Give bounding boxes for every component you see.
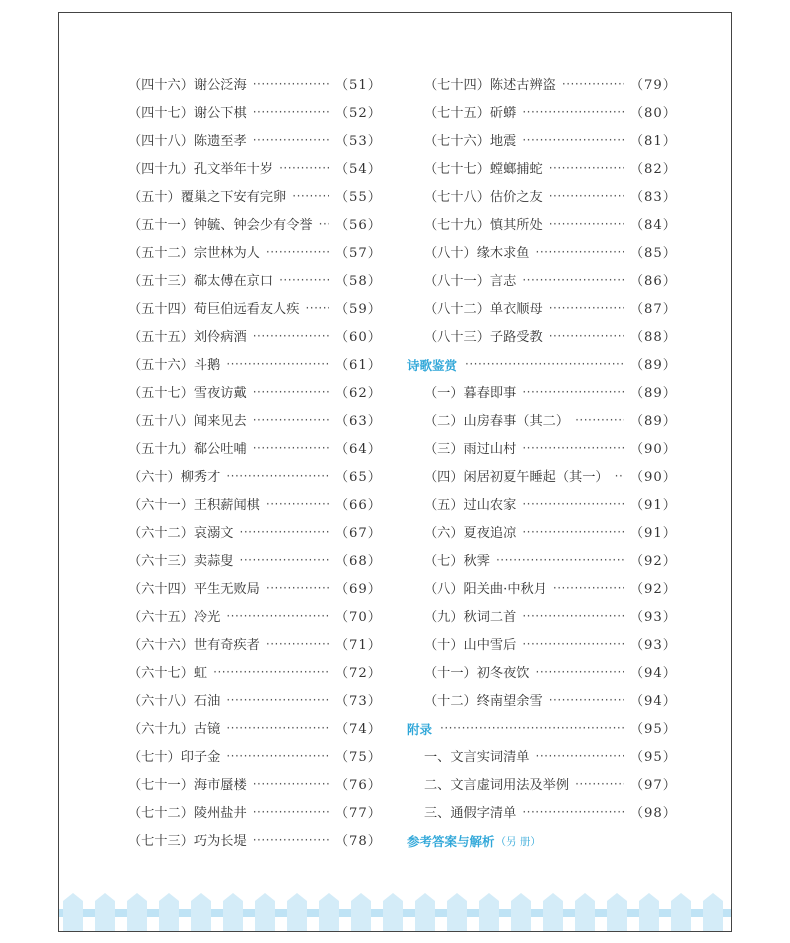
dot-leader	[549, 332, 624, 345]
toc-page-number: （56）	[334, 218, 382, 234]
dot-leader	[305, 304, 328, 317]
fence-picket	[447, 893, 467, 931]
toc-entry[interactable]	[407, 800, 677, 828]
toc-page-number: （89）	[629, 386, 677, 402]
dot-leader	[279, 164, 329, 177]
fence-picket	[223, 893, 243, 931]
toc-entry[interactable]	[128, 324, 382, 352]
toc-entry-title: 二、文言虚词用法及举例	[424, 778, 570, 794]
toc-entry-title: （二）山房春事（其二）	[424, 414, 570, 430]
toc-entry-title: （四十六）谢公泛海	[128, 78, 247, 94]
dot-leader	[536, 248, 624, 261]
toc-entry[interactable]	[128, 156, 382, 184]
toc-entry-title: （七十一）海市蜃楼	[128, 778, 247, 794]
toc-entry[interactable]	[407, 184, 677, 212]
toc-entry-title: （十一）初冬夜饮	[424, 666, 530, 682]
fence-picket	[415, 893, 435, 931]
toc-entry-title: （七）秋霁	[424, 554, 490, 570]
dot-leader	[253, 80, 329, 93]
toc-page-number: （86）	[629, 274, 677, 290]
toc-entry[interactable]	[407, 156, 677, 184]
dot-leader	[240, 556, 329, 569]
toc-entry[interactable]	[407, 72, 677, 100]
toc-right-column	[407, 72, 677, 856]
toc-page-number: （80）	[629, 106, 677, 122]
toc-page-number: （58）	[334, 274, 382, 290]
dot-leader	[562, 80, 624, 93]
dot-leader	[253, 332, 329, 345]
toc-entry-title: （七十七）螳螂捕蛇	[424, 162, 543, 178]
toc-entry-title: （九）秋词二首	[424, 610, 517, 626]
toc-page-number: （60）	[334, 330, 382, 346]
dot-leader	[522, 276, 624, 289]
dot-leader	[615, 472, 624, 485]
dot-leader	[253, 836, 329, 849]
toc-entry-title: （八十一）言志	[424, 274, 517, 290]
toc-page-number: （81）	[629, 134, 677, 150]
toc-entry[interactable]	[407, 436, 677, 464]
toc-entry-title: （五十九）郗公吐哺	[128, 442, 247, 458]
toc-page-number: （71）	[334, 638, 382, 654]
toc-entry-title: 三、通假字清单	[424, 806, 517, 822]
toc-page-number: （62）	[334, 386, 382, 402]
toc-entry-title: （五）过山农家	[424, 498, 517, 514]
dot-leader	[522, 136, 624, 149]
toc-entry[interactable]	[128, 800, 382, 828]
toc-page-number: （94）	[629, 666, 677, 682]
fence-picket	[255, 893, 275, 931]
toc-entry[interactable]	[128, 548, 382, 576]
fence-picket	[703, 893, 723, 931]
dot-leader	[253, 136, 329, 149]
answers-entry[interactable]	[407, 828, 677, 856]
dot-leader	[253, 388, 329, 401]
toc-entry[interactable]	[407, 492, 677, 520]
toc-entry-title: （五十一）钟毓、钟会少有令誉	[128, 218, 313, 234]
toc-entry-title: （十二）终南望余雪	[424, 694, 543, 710]
toc-entry-title: （六十二）哀溺文	[128, 526, 234, 542]
toc-entry[interactable]	[407, 744, 677, 772]
dot-leader	[266, 500, 329, 513]
toc-entry[interactable]	[407, 100, 677, 128]
toc-entry-title: （五十八）闻来见去	[128, 414, 247, 430]
dot-leader	[253, 108, 329, 121]
toc-page-number: （68）	[334, 554, 382, 570]
dot-leader	[226, 472, 329, 485]
answers-note: （另 册）	[495, 835, 541, 848]
toc-entry[interactable]	[128, 688, 382, 716]
dot-leader	[292, 192, 329, 205]
toc-page-number: （98）	[629, 806, 677, 822]
dot-leader	[536, 752, 624, 765]
toc-page-number: （90）	[629, 442, 677, 458]
dot-leader	[266, 640, 329, 653]
toc-entry[interactable]	[407, 128, 677, 156]
toc-entry[interactable]	[128, 212, 382, 240]
toc-page-number: （61）	[334, 358, 382, 374]
dot-leader	[226, 724, 329, 737]
toc-page-number: （90）	[629, 470, 677, 486]
dot-leader	[253, 416, 329, 429]
dot-leader	[226, 752, 329, 765]
toc-entry[interactable]	[128, 744, 382, 772]
toc-page-number: （92）	[629, 554, 677, 570]
toc-page-number: （66）	[334, 498, 382, 514]
fence-picket	[191, 893, 211, 931]
toc-page-number: （59）	[334, 302, 382, 318]
toc-entry[interactable]	[128, 72, 382, 100]
dot-leader	[549, 696, 624, 709]
toc-entry-title: （四）闲居初夏午睡起（其一）	[424, 470, 609, 486]
toc-page-number: （53）	[334, 134, 382, 150]
dot-leader	[266, 584, 329, 597]
toc-entry[interactable]	[407, 604, 677, 632]
toc-entry-title: （七十二）陵州盐井	[128, 806, 247, 822]
toc-page-number: （87）	[629, 302, 677, 318]
toc-entry[interactable]	[407, 324, 677, 352]
toc-entry[interactable]	[407, 632, 677, 660]
toc-entry[interactable]	[407, 520, 677, 548]
dot-leader	[279, 276, 329, 289]
toc-page-number: （89）	[629, 414, 677, 430]
toc-entry[interactable]	[128, 576, 382, 604]
dot-leader	[253, 780, 329, 793]
toc-entry[interactable]	[128, 464, 382, 492]
dot-leader	[319, 220, 329, 233]
toc-page-number: （54）	[334, 162, 382, 178]
toc-entry-title: 附录	[407, 721, 433, 737]
dot-leader	[226, 696, 329, 709]
toc-page-number: （89）	[629, 358, 677, 374]
toc-entry[interactable]	[128, 240, 382, 268]
toc-entry-title: （七十六）地震	[424, 134, 517, 150]
toc-page-number: （72）	[334, 666, 382, 682]
toc-entry-title: （三）雨过山村	[424, 442, 517, 458]
toc-entry-title: （五十七）雪夜访戴	[128, 386, 247, 402]
dot-leader	[226, 612, 329, 625]
toc-entry-title: （十）山中雪后	[424, 638, 517, 654]
toc-entry-title: （六十六）世有奇疾者	[128, 638, 260, 654]
dot-leader	[522, 640, 624, 653]
toc-page-number: （70）	[334, 610, 382, 626]
toc-entry-title: （五十五）刘伶病酒	[128, 330, 247, 346]
dot-leader	[522, 388, 624, 401]
toc-entry-title: （五十四）荀巨伯远看友人疾	[128, 302, 300, 318]
dot-leader	[522, 108, 624, 121]
fence-picket	[287, 893, 307, 931]
dot-leader	[549, 164, 624, 177]
fence-picket	[159, 893, 179, 931]
toc-entry-title: （七十九）慎其所处	[424, 218, 543, 234]
toc-page-number: （84）	[629, 218, 677, 234]
toc-entry-title: 诗歌鉴赏	[407, 357, 458, 373]
toc-entry-title: （四十七）谢公下棋	[128, 106, 247, 122]
toc-page-number: （73）	[334, 694, 382, 710]
dot-leader	[522, 500, 624, 513]
toc-entry-title: （六十九）古镜	[128, 722, 221, 738]
toc-entry-title: （六十五）冷光	[128, 610, 221, 626]
toc-entry-title: （五十六）斗鹅	[128, 358, 221, 374]
picket-fence-decoration	[59, 891, 731, 931]
toc-entry[interactable]	[128, 408, 382, 436]
toc-page-number: （51）	[334, 78, 382, 94]
toc-entry-title: （五十）覆巢之下安有完卵	[128, 190, 287, 206]
toc-entry[interactable]	[407, 380, 677, 408]
toc-page-number: （64）	[334, 442, 382, 458]
toc-entry[interactable]	[128, 632, 382, 660]
toc-page-number: （91）	[629, 498, 677, 514]
toc-entry[interactable]	[128, 100, 382, 128]
fence-picket	[639, 893, 659, 931]
toc-page-number: （97）	[629, 778, 677, 794]
toc-page-number: （65）	[334, 470, 382, 486]
toc-entry[interactable]	[407, 660, 677, 688]
fence-picket	[479, 893, 499, 931]
dot-leader	[253, 808, 329, 821]
toc-entry[interactable]	[407, 548, 677, 576]
dot-leader	[575, 780, 624, 793]
toc-page	[58, 12, 732, 932]
answers-title: 参考答案与解析	[407, 833, 495, 849]
toc-entry[interactable]	[128, 828, 382, 856]
dot-leader	[522, 528, 624, 541]
toc-entry[interactable]	[128, 604, 382, 632]
toc-entry[interactable]	[128, 296, 382, 324]
toc-entry[interactable]	[407, 268, 677, 296]
toc-entry[interactable]	[407, 408, 677, 436]
toc-entry[interactable]	[407, 688, 677, 716]
toc-entry-title: （七十）印子金	[128, 750, 221, 766]
toc-page-number: （75）	[334, 750, 382, 766]
toc-entry[interactable]	[128, 128, 382, 156]
toc-page-number: （63）	[334, 414, 382, 430]
dot-leader	[553, 584, 624, 597]
dot-leader	[253, 444, 329, 457]
toc-entry-title: （一）暮春即事	[424, 386, 517, 402]
toc-page-number: （85）	[629, 246, 677, 262]
toc-entry[interactable]	[128, 772, 382, 800]
toc-entry[interactable]	[128, 716, 382, 744]
dot-leader	[575, 416, 624, 429]
toc-page-number: （55）	[334, 190, 382, 206]
fence-picket	[511, 893, 531, 931]
fence-picket	[383, 893, 403, 931]
toc-entry-title: （六）夏夜追凉	[424, 526, 517, 542]
toc-entry[interactable]	[407, 296, 677, 324]
toc-entry[interactable]	[128, 520, 382, 548]
toc-section-heading[interactable]	[407, 352, 677, 380]
fence-picket	[671, 893, 691, 931]
dot-leader	[226, 360, 329, 373]
toc-entry-title: （五十二）宗世林为人	[128, 246, 260, 262]
toc-left-column	[128, 72, 382, 856]
dot-leader	[496, 556, 624, 569]
dot-leader	[213, 668, 329, 681]
toc-entry-title: （七十三）巧为长堤	[128, 834, 247, 850]
toc-section-heading[interactable]	[407, 716, 677, 744]
toc-entry-title: （六十三）卖蒜叟	[128, 554, 234, 570]
toc-entry-title: （六十七）虹	[128, 666, 208, 682]
toc-entry-title: （四十九）孔文举年十岁	[128, 162, 274, 178]
dot-leader	[549, 192, 624, 205]
toc-page-number: （57）	[334, 246, 382, 262]
toc-page-number: （67）	[334, 526, 382, 542]
fence-picket	[607, 893, 627, 931]
toc-entry-title: 一、文言实词清单	[424, 750, 530, 766]
fence-picket	[543, 893, 563, 931]
toc-entry-title: （七十五）斫蟒	[424, 106, 517, 122]
toc-entry-title: （五十三）郗太傅在京口	[128, 274, 274, 290]
dot-leader	[549, 220, 624, 233]
toc-page-number: （78）	[334, 834, 382, 850]
fence-picket	[351, 893, 371, 931]
toc-entry-title: （八十二）单衣顺母	[424, 302, 543, 318]
toc-entry-title: （六十八）石油	[128, 694, 221, 710]
toc-entry-title: （七十四）陈述古辨盗	[424, 78, 556, 94]
toc-entry-title: （六十四）平生无败局	[128, 582, 260, 598]
toc-page-number: （83）	[629, 190, 677, 206]
toc-page-number: （82）	[629, 162, 677, 178]
toc-page-number: （95）	[629, 750, 677, 766]
dot-leader	[240, 528, 329, 541]
toc-page-number: （92）	[629, 582, 677, 598]
fence-picket	[575, 893, 595, 931]
toc-page-number: （69）	[334, 582, 382, 598]
fence-picket	[95, 893, 115, 931]
dot-leader	[549, 304, 624, 317]
toc-entry-title: （四十八）陈遗至孝	[128, 134, 247, 150]
toc-page-number: （74）	[334, 722, 382, 738]
toc-entry[interactable]	[407, 464, 677, 492]
dot-leader	[522, 808, 624, 821]
toc-entry[interactable]	[128, 184, 382, 212]
fence-picket	[127, 893, 147, 931]
toc-entry[interactable]	[128, 660, 382, 688]
toc-page-number: （88）	[629, 330, 677, 346]
toc-page-number: （93）	[629, 610, 677, 626]
toc-entry[interactable]	[407, 240, 677, 268]
toc-page-number: （52）	[334, 106, 382, 122]
dot-leader	[522, 612, 624, 625]
toc-entry[interactable]	[407, 212, 677, 240]
dot-leader	[536, 668, 624, 681]
toc-entry[interactable]	[128, 380, 382, 408]
toc-entry[interactable]	[128, 492, 382, 520]
toc-entry[interactable]	[128, 436, 382, 464]
toc-entry-title: （七十八）估价之友	[424, 190, 543, 206]
toc-entry-title: （八）阳关曲·中秋月	[424, 582, 547, 598]
toc-entry[interactable]	[128, 268, 382, 296]
toc-page-number: （76）	[334, 778, 382, 794]
dot-leader	[465, 360, 624, 373]
toc-page-number: （93）	[629, 638, 677, 654]
toc-entry[interactable]	[128, 352, 382, 380]
dot-leader	[522, 444, 624, 457]
toc-entry[interactable]	[407, 576, 677, 604]
toc-page-number: （91）	[629, 526, 677, 542]
toc-page-number: （77）	[334, 806, 382, 822]
dot-leader	[266, 248, 329, 261]
toc-entry-title: （六十）柳秀才	[128, 470, 221, 486]
fence-picket	[319, 893, 339, 931]
toc-page-number: （79）	[629, 78, 677, 94]
dot-leader	[440, 724, 624, 737]
toc-page-number: （95）	[629, 722, 677, 738]
toc-page-number: （94）	[629, 694, 677, 710]
toc-entry[interactable]	[407, 772, 677, 800]
toc-entry-title: （八十三）子路受教	[424, 330, 543, 346]
toc-entry-title: （六十一）王积薪闻棋	[128, 498, 260, 514]
fence-picket	[63, 893, 83, 931]
toc-entry-title: （八十）缘木求鱼	[424, 246, 530, 262]
